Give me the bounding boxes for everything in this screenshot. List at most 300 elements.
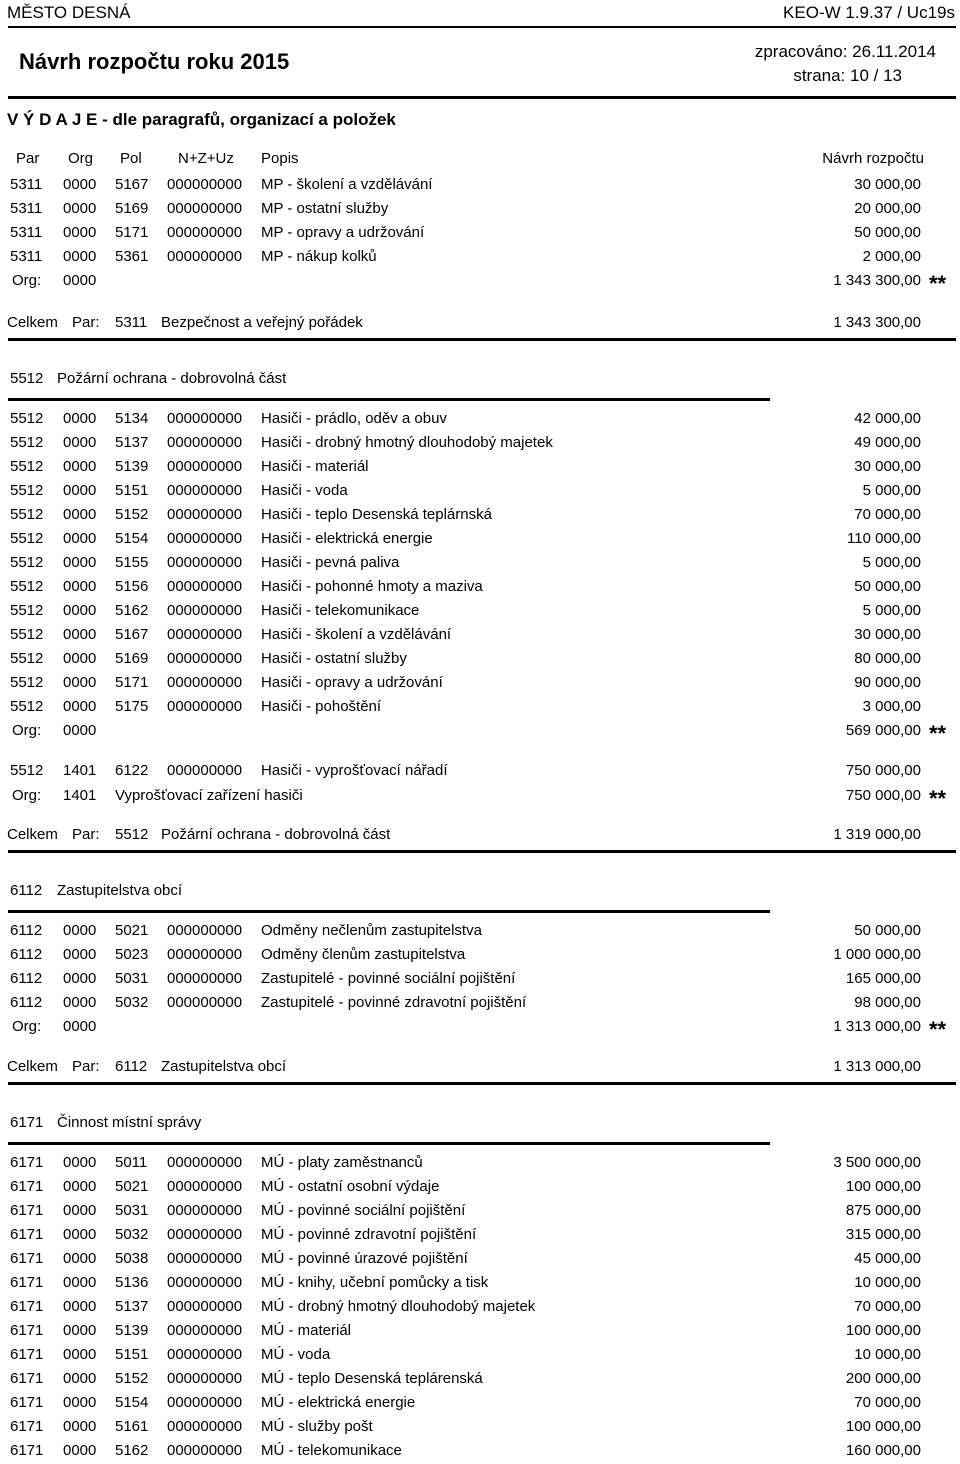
cell-org: 0000: [63, 1250, 97, 1267]
cell-par: 6112: [10, 970, 43, 987]
total-amount: 1 313 000,00: [833, 1058, 921, 1075]
table-row: [0, 410, 960, 432]
cell-pol: 5031: [115, 970, 149, 987]
cell-pol: 5021: [115, 922, 149, 939]
cell-org: 0000: [63, 1394, 97, 1411]
table-row: [0, 506, 960, 528]
total-par-name: Požární ochrana - dobrovolná část: [161, 826, 391, 843]
subtotal-marker: **: [929, 786, 947, 811]
total-par-name: Zastupitelstva obcí: [161, 1058, 287, 1075]
cell-par: 5512: [10, 530, 44, 547]
cell-pol: 5151: [115, 1346, 149, 1363]
cell-popis: Hasiči - ostatní služby: [261, 650, 407, 667]
table-row: [0, 1250, 960, 1272]
report-code: KEO-W 1.9.37 / Uc19s: [783, 3, 955, 22]
cell-nzu: 000000000: [167, 1178, 243, 1195]
cell-par: 5512: [10, 458, 44, 475]
cell-pol: 5171: [115, 674, 149, 691]
cell-par: 5512: [10, 762, 44, 779]
cell-pol: 5169: [115, 200, 149, 217]
cell-org: 0000: [63, 224, 97, 241]
page-number: strana: 10 / 13: [793, 66, 902, 85]
par-total-row: [0, 314, 960, 336]
cell-amount: 875 000,00: [845, 1202, 921, 1219]
section-heading: [0, 370, 960, 392]
cell-org: 0000: [63, 458, 97, 475]
cell-pol: 5156: [115, 578, 149, 595]
cell-nzu: 000000000: [167, 946, 243, 963]
cell-par: 5512: [10, 554, 44, 571]
cell-pol: 5021: [115, 1178, 149, 1195]
total-label: Celkem: [7, 1058, 58, 1075]
cell-amount: 98 000,00: [854, 994, 921, 1011]
table-row: [0, 650, 960, 672]
section-code: 6171: [10, 1114, 44, 1131]
org-code: 0000: [63, 1018, 97, 1035]
cell-org: 0000: [63, 482, 97, 499]
cell-popis: Hasiči - pevná paliva: [261, 554, 400, 571]
cell-par: 5512: [10, 434, 44, 451]
cell-amount: 1 000 000,00: [833, 946, 921, 963]
org-code: 0000: [63, 722, 97, 739]
section-heading: [0, 882, 960, 904]
cell-pol: 5139: [115, 458, 149, 475]
table-row: [0, 1274, 960, 1296]
cell-pol: 5167: [115, 176, 149, 193]
table-row: [0, 762, 960, 784]
org-name: Vyprošťovací zařízení hasiči: [115, 787, 303, 804]
cell-popis: MÚ - služby pošt: [261, 1418, 373, 1435]
table-row: [0, 434, 960, 456]
cell-pol: 5154: [115, 1394, 149, 1411]
cell-popis: MÚ - povinné úrazové pojištění: [261, 1250, 468, 1267]
cell-amount: 49 000,00: [854, 434, 921, 451]
org-label: Org:: [12, 722, 42, 739]
cell-org: 0000: [63, 1154, 97, 1171]
total-par-name: Bezpečnost a veřejný pořádek: [161, 314, 363, 331]
cell-par: 5311: [10, 200, 43, 217]
org-code: 1401: [63, 787, 97, 804]
cell-nzu: 000000000: [167, 176, 243, 193]
cell-par: 5512: [10, 626, 44, 643]
section-name: Činnost místní správy: [57, 1114, 202, 1131]
subtotal-marker: **: [929, 271, 947, 296]
cell-popis: Hasiči - prádlo, oděv a obuv: [261, 410, 447, 427]
cell-org: 0000: [63, 946, 97, 963]
town-name: MĚSTO DESNÁ: [7, 3, 131, 22]
cell-nzu: 000000000: [167, 458, 243, 475]
cell-popis: Hasiči - školení a vzdělávání: [261, 626, 452, 643]
cell-pol: 5139: [115, 1322, 149, 1339]
section-rule: [8, 910, 770, 913]
col-pol: Pol: [120, 150, 142, 167]
cell-pol: 5361: [115, 248, 149, 265]
table-row: [0, 248, 960, 270]
cell-amount: 50 000,00: [854, 578, 921, 595]
cell-nzu: 000000000: [167, 922, 243, 939]
cell-amount: 50 000,00: [854, 224, 921, 241]
table-row: [0, 458, 960, 480]
cell-nzu: 000000000: [167, 1370, 243, 1387]
cell-pol: 5031: [115, 1202, 149, 1219]
cell-org: 0000: [63, 602, 97, 619]
table-row: [0, 1394, 960, 1416]
cell-amount: 315 000,00: [845, 1226, 921, 1243]
cell-pol: 5137: [115, 1298, 149, 1315]
cell-org: 0000: [63, 1322, 97, 1339]
cell-popis: Hasiči - telekomunikace: [261, 602, 420, 619]
cell-par: 6171: [10, 1298, 44, 1315]
cell-popis: Odměny členům zastupitelstva: [261, 946, 466, 963]
cell-nzu: 000000000: [167, 248, 243, 265]
processed-date: zpracováno: 26.11.2014: [754, 42, 936, 61]
cell-org: 0000: [63, 1442, 97, 1459]
cell-nzu: 000000000: [167, 1322, 243, 1339]
cell-par: 5512: [10, 674, 44, 691]
par-total-row: [0, 826, 960, 848]
cell-amount: 100 000,00: [845, 1322, 921, 1339]
cell-pol: 5171: [115, 224, 149, 241]
header-rule-top: [8, 26, 956, 28]
cell-nzu: 000000000: [167, 578, 243, 595]
cell-popis: MP - nákup kolků: [261, 248, 377, 265]
cell-nzu: 000000000: [167, 530, 243, 547]
cell-popis: MÚ - telekomunikace: [261, 1442, 402, 1459]
cell-amount: 70 000,00: [854, 506, 921, 523]
total-par-label: Par:: [72, 826, 100, 843]
table-row: [0, 922, 960, 944]
cell-amount: 30 000,00: [854, 458, 921, 475]
cell-amount: 45 000,00: [854, 1250, 921, 1267]
org-subtotal-amount: 750 000,00: [845, 787, 921, 804]
cell-pol: 5161: [115, 1418, 149, 1435]
cell-org: 0000: [63, 434, 97, 451]
cell-nzu: 000000000: [167, 626, 243, 643]
cell-amount: 160 000,00: [845, 1442, 921, 1459]
cell-par: 6112: [10, 994, 43, 1011]
cell-popis: Odměny nečlenům zastupitelstva: [261, 922, 482, 939]
org-subtotal-row: [0, 722, 960, 744]
cell-org: 0000: [63, 530, 97, 547]
section-code: 6112: [10, 882, 43, 899]
cell-nzu: 000000000: [167, 970, 243, 987]
org-subtotal-row: [0, 272, 960, 294]
cell-par: 6171: [10, 1418, 44, 1435]
cell-par: 5512: [10, 698, 44, 715]
cell-popis: MÚ - drobný hmotný dlouhodobý majetek: [261, 1298, 536, 1315]
total-rule: [8, 850, 956, 853]
table-row: [0, 1346, 960, 1368]
col-par: Par: [16, 150, 40, 167]
cell-pol: 5162: [115, 1442, 149, 1459]
cell-amount: 80 000,00: [854, 650, 921, 667]
section-name: Požární ochrana - dobrovolná část: [57, 370, 287, 387]
cell-nzu: 000000000: [167, 1346, 243, 1363]
report-subtitle: V Ý D A J E - dle paragrafů, organizací a položek: [7, 110, 396, 129]
cell-par: 6171: [10, 1178, 44, 1195]
org-subtotal-row: [0, 787, 960, 809]
cell-popis: MÚ - povinné sociální pojištění: [261, 1202, 466, 1219]
cell-org: 0000: [63, 1418, 97, 1435]
total-par-code: 5311: [115, 314, 148, 331]
total-par-code: 5512: [115, 826, 149, 843]
cell-popis: Zastupitelé - povinné zdravotní pojištění: [261, 994, 527, 1011]
section-name: Zastupitelstva obcí: [57, 882, 183, 899]
cell-popis: MP - ostatní služby: [261, 200, 389, 217]
cell-par: 6171: [10, 1250, 44, 1267]
org-label: Org:: [12, 787, 42, 804]
cell-nzu: 000000000: [167, 762, 243, 779]
cell-org: 0000: [63, 554, 97, 571]
cell-pol: 5023: [115, 946, 149, 963]
cell-pol: 5038: [115, 1250, 149, 1267]
section-code: 5512: [10, 370, 44, 387]
cell-popis: MÚ - voda: [261, 1346, 331, 1363]
total-rule: [8, 1082, 956, 1085]
cell-amount: 30 000,00: [854, 176, 921, 193]
cell-nzu: 000000000: [167, 602, 243, 619]
table-row: [0, 1322, 960, 1344]
org-subtotal-row: [0, 1018, 960, 1040]
cell-org: 0000: [63, 1346, 97, 1363]
cell-org: 0000: [63, 994, 97, 1011]
cell-amount: 70 000,00: [854, 1298, 921, 1315]
table-row: [0, 1178, 960, 1200]
col-org: Org: [68, 150, 94, 167]
cell-amount: 10 000,00: [854, 1346, 921, 1363]
cell-pol: 6122: [115, 762, 149, 779]
cell-amount: 30 000,00: [854, 626, 921, 643]
cell-org: 0000: [63, 1298, 97, 1315]
cell-nzu: 000000000: [167, 1154, 243, 1171]
cell-org: 0000: [63, 698, 97, 715]
total-label: Celkem: [7, 826, 58, 843]
table-row: [0, 554, 960, 576]
cell-pol: 5162: [115, 602, 149, 619]
cell-par: 6171: [10, 1394, 44, 1411]
col-popis: Popis: [261, 150, 299, 167]
cell-pol: 5154: [115, 530, 149, 547]
cell-nzu: 000000000: [167, 1250, 243, 1267]
cell-amount: 50 000,00: [854, 922, 921, 939]
cell-org: 0000: [63, 970, 97, 987]
total-label: Celkem: [7, 314, 58, 331]
cell-org: 0000: [63, 1274, 97, 1291]
total-amount: 1 343 300,00: [833, 314, 921, 331]
org-subtotal-amount: 1 343 300,00: [833, 272, 921, 289]
cell-popis: MÚ - elektrická energie: [261, 1394, 416, 1411]
cell-popis: MP - školení a vzdělávání: [261, 176, 433, 193]
cell-nzu: 000000000: [167, 650, 243, 667]
total-par-code: 6112: [115, 1058, 148, 1075]
cell-popis: Hasiči - voda: [261, 482, 348, 499]
cell-par: 6112: [10, 946, 43, 963]
cell-amount: 3 500 000,00: [833, 1154, 921, 1171]
cell-popis: Hasiči - materiál: [261, 458, 369, 475]
section-rule: [8, 1142, 770, 1145]
cell-amount: 90 000,00: [854, 674, 921, 691]
cell-pol: 5155: [115, 554, 149, 571]
cell-amount: 750 000,00: [845, 762, 921, 779]
cell-org: 0000: [63, 1226, 97, 1243]
cell-amount: 100 000,00: [845, 1418, 921, 1435]
cell-org: 0000: [63, 1202, 97, 1219]
cell-org: 0000: [63, 922, 97, 939]
cell-nzu: 000000000: [167, 1394, 243, 1411]
table-row: [0, 1370, 960, 1392]
cell-popis: Hasiči - vyprošťovací nářadí: [261, 762, 448, 779]
cell-par: 5512: [10, 650, 44, 667]
cell-amount: 110 000,00: [847, 530, 921, 547]
column-header-row: [0, 150, 960, 172]
cell-par: 6171: [10, 1322, 44, 1339]
page-title: Návrh rozpočtu roku 2015: [19, 49, 290, 74]
cell-org: 0000: [63, 674, 97, 691]
cell-popis: MÚ - materiál: [261, 1322, 352, 1339]
total-rule: [8, 338, 956, 341]
cell-popis: MP - opravy a udržování: [261, 224, 425, 241]
org-label: Org:: [12, 272, 42, 289]
cell-org: 0000: [63, 578, 97, 595]
table-row: [0, 626, 960, 648]
cell-popis: Hasiči - teplo Desenská teplárnská: [261, 506, 492, 523]
cell-pol: 5137: [115, 434, 149, 451]
cell-popis: MÚ - ostatní osobní výdaje: [261, 1178, 440, 1195]
table-row: [0, 602, 960, 624]
cell-par: 6171: [10, 1202, 44, 1219]
table-row: [0, 578, 960, 600]
cell-nzu: 000000000: [167, 1442, 243, 1459]
table-row: [0, 482, 960, 504]
cell-org: 0000: [63, 200, 97, 217]
cell-popis: MÚ - povinné zdravotní pojištění: [261, 1226, 477, 1243]
cell-pol: 5134: [115, 410, 149, 427]
cell-popis: Hasiči - opravy a udržování: [261, 674, 443, 691]
cell-popis: Hasiči - pohonné hmoty a maziva: [261, 578, 483, 595]
cell-popis: Hasiči - pohoštění: [261, 698, 382, 715]
org-code: 0000: [63, 272, 97, 289]
par-total-row: [0, 1058, 960, 1080]
cell-nzu: 000000000: [167, 1274, 243, 1291]
cell-par: 6171: [10, 1274, 44, 1291]
section-rule: [8, 398, 770, 401]
table-row: [0, 224, 960, 246]
table-row: [0, 994, 960, 1016]
cell-par: 5311: [10, 224, 43, 241]
cell-par: 6171: [10, 1226, 44, 1243]
cell-popis: MÚ - teplo Desenská teplárenská: [261, 1370, 483, 1387]
section-heading: [0, 1114, 960, 1136]
cell-nzu: 000000000: [167, 1226, 243, 1243]
cell-par: 5311: [10, 248, 43, 265]
subtotal-marker: **: [929, 721, 947, 746]
cell-org: 1401: [63, 762, 97, 779]
table-row: [0, 530, 960, 552]
subtotal-marker: **: [929, 1017, 947, 1042]
cell-amount: 2 000,00: [862, 248, 921, 265]
cell-amount: 100 000,00: [845, 1178, 921, 1195]
cell-nzu: 000000000: [167, 674, 243, 691]
cell-amount: 20 000,00: [854, 200, 921, 217]
cell-pol: 5175: [115, 698, 149, 715]
cell-pol: 5152: [115, 506, 149, 523]
cell-amount: 5 000,00: [862, 602, 921, 619]
cell-par: 5311: [10, 176, 43, 193]
cell-pol: 5169: [115, 650, 149, 667]
cell-par: 6171: [10, 1346, 44, 1363]
table-row: [0, 970, 960, 992]
cell-amount: 70 000,00: [854, 1394, 921, 1411]
cell-nzu: 000000000: [167, 1202, 243, 1219]
cell-par: 6112: [10, 922, 43, 939]
cell-amount: 5 000,00: [862, 554, 921, 571]
cell-nzu: 000000000: [167, 434, 243, 451]
table-row: [0, 1154, 960, 1176]
table-row: [0, 674, 960, 696]
cell-popis: Zastupitelé - povinné sociální pojištění: [261, 970, 516, 987]
total-amount: 1 319 000,00: [833, 826, 921, 843]
org-subtotal-amount: 569 000,00: [845, 722, 921, 739]
table-row: [0, 1202, 960, 1224]
cell-popis: MÚ - knihy, učební pomůcky a tisk: [261, 1274, 489, 1291]
cell-pol: 5167: [115, 626, 149, 643]
org-label: Org:: [12, 1018, 42, 1035]
cell-pol: 5011: [115, 1154, 148, 1171]
col-nzu: N+Z+Uz: [178, 150, 234, 167]
table-row: [0, 1298, 960, 1320]
cell-amount: 165 000,00: [845, 970, 921, 987]
cell-pol: 5032: [115, 1226, 149, 1243]
cell-nzu: 000000000: [167, 994, 243, 1011]
table-row: [0, 1442, 960, 1464]
cell-popis: Hasiči - drobný hmotný dlouhodobý majetek: [261, 434, 553, 451]
total-par-label: Par:: [72, 1058, 100, 1075]
cell-par: 5512: [10, 410, 44, 427]
cell-amount: 42 000,00: [854, 410, 921, 427]
col-amount: Návrh rozpočtu: [822, 150, 924, 167]
cell-org: 0000: [63, 1370, 97, 1387]
cell-nzu: 000000000: [167, 482, 243, 499]
cell-amount: 5 000,00: [862, 482, 921, 499]
cell-org: 0000: [63, 626, 97, 643]
cell-pol: 5136: [115, 1274, 149, 1291]
cell-org: 0000: [63, 1178, 97, 1195]
cell-amount: 10 000,00: [854, 1274, 921, 1291]
cell-org: 0000: [63, 506, 97, 523]
cell-nzu: 000000000: [167, 506, 243, 523]
table-row: [0, 200, 960, 222]
cell-nzu: 000000000: [167, 698, 243, 715]
cell-nzu: 000000000: [167, 200, 243, 217]
table-row: [0, 176, 960, 198]
table-row: [0, 1418, 960, 1440]
cell-par: 5512: [10, 482, 44, 499]
cell-amount: 200 000,00: [845, 1370, 921, 1387]
cell-par: 5512: [10, 506, 44, 523]
cell-nzu: 000000000: [167, 554, 243, 571]
cell-par: 6171: [10, 1370, 44, 1387]
total-par-label: Par:: [72, 314, 100, 331]
header-rule-bottom: [8, 96, 956, 99]
cell-pol: 5032: [115, 994, 149, 1011]
cell-amount: 3 000,00: [862, 698, 921, 715]
cell-org: 0000: [63, 248, 97, 265]
cell-popis: Hasiči - elektrická energie: [261, 530, 433, 547]
org-subtotal-amount: 1 313 000,00: [833, 1018, 921, 1035]
table-row: [0, 698, 960, 720]
cell-org: 0000: [63, 410, 97, 427]
cell-pol: 5151: [115, 482, 149, 499]
